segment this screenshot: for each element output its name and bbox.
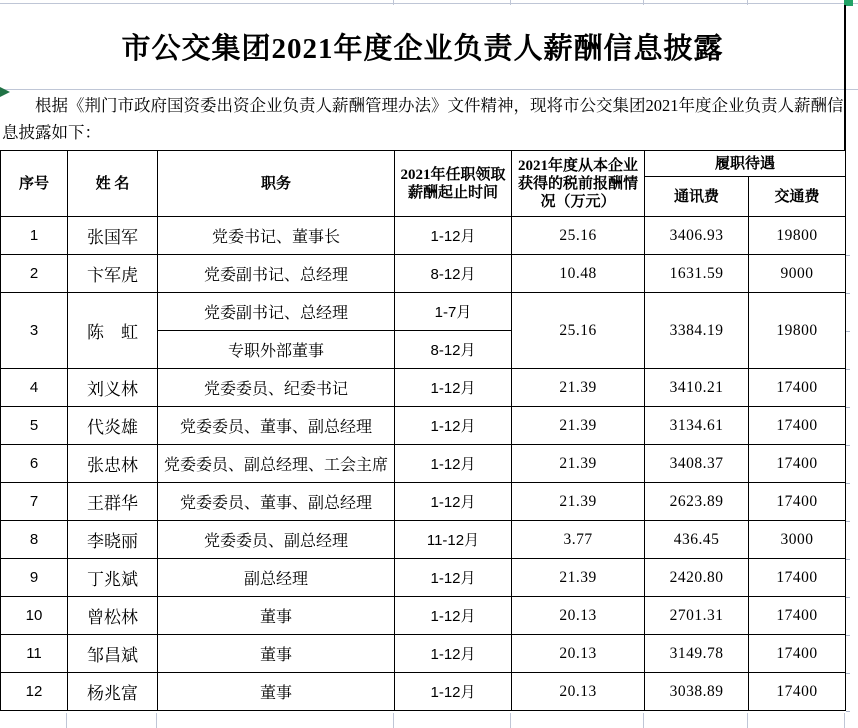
table-row (1, 407, 846, 445)
cell-position[interactable]: 副总经理 (158, 559, 395, 597)
cell-pay[interactable]: 25.16 (512, 293, 645, 369)
table-row (1, 255, 846, 293)
table-row (1, 369, 846, 407)
cell-position[interactable]: 党委委员、纪委书记 (158, 369, 395, 407)
cell-period[interactable]: 1-12月 (395, 369, 512, 407)
col-header-index[interactable]: 序号 (1, 151, 68, 217)
cell-comm-fee[interactable]: 3406.93 (645, 217, 749, 255)
col-header-period[interactable]: 2021年任职领取薪酬起止时间 (395, 151, 512, 217)
cell-pay[interactable]: 21.39 (512, 483, 645, 521)
cell-index[interactable]: 2 (1, 255, 68, 293)
cell-comm-fee[interactable]: 1631.59 (645, 255, 749, 293)
cell-position[interactable]: 专职外部董事 (158, 331, 395, 369)
col-header-transport-fee[interactable]: 交通费 (749, 177, 846, 217)
cell-comm-fee[interactable]: 436.45 (645, 521, 749, 559)
cell-pay[interactable]: 20.13 (512, 673, 645, 711)
cell-pay[interactable]: 21.39 (512, 559, 645, 597)
col-header-name[interactable]: 姓 名 (68, 151, 158, 217)
cell-comm-fee[interactable]: 2701.31 (645, 597, 749, 635)
cell-index[interactable]: 5 (1, 407, 68, 445)
salary-table (0, 150, 846, 711)
cell-period[interactable]: 1-12月 (395, 673, 512, 711)
cell-index[interactable]: 1 (1, 217, 68, 255)
cell-name[interactable]: 王群华 (68, 483, 158, 521)
table-row (1, 293, 846, 331)
cell-index[interactable]: 10 (1, 597, 68, 635)
cell-position[interactable]: 党委委员、董事、副总经理 (158, 483, 395, 521)
col-header-pay[interactable]: 2021年度从本企业获得的税前报酬情况（万元） (512, 151, 645, 217)
cell-comm-fee[interactable]: 3149.78 (645, 635, 749, 673)
cell-transport-fee[interactable]: 17400 (749, 597, 846, 635)
cell-index[interactable]: 11 (1, 635, 68, 673)
cell-index[interactable]: 6 (1, 445, 68, 483)
cell-pay[interactable]: 25.16 (512, 217, 645, 255)
gridline-stub (510, 713, 511, 728)
cell-name[interactable]: 李晓丽 (68, 521, 158, 559)
cell-comm-fee[interactable]: 2623.89 (645, 483, 749, 521)
gridline-stub (156, 713, 157, 728)
cell-comm-fee[interactable]: 2420.80 (645, 559, 749, 597)
table-row (1, 559, 846, 597)
cell-index[interactable]: 3 (1, 293, 68, 369)
header-row (1, 151, 846, 177)
cell-name[interactable]: 卞军虎 (68, 255, 158, 293)
cell-name[interactable]: 张忠林 (68, 445, 158, 483)
cell-pay[interactable]: 3.77 (512, 521, 645, 559)
col-header-position[interactable]: 职务 (158, 151, 395, 217)
cell-period[interactable]: 1-7月 (395, 293, 512, 331)
cell-comm-fee[interactable]: 3408.37 (645, 445, 749, 483)
cell-transport-fee[interactable]: 9000 (749, 255, 846, 293)
cell-position[interactable]: 党委书记、董事长 (158, 217, 395, 255)
cell-period[interactable]: 1-12月 (395, 483, 512, 521)
cell-name[interactable]: 代炎雄 (68, 407, 158, 445)
cell-name[interactable]: 陈 虹 (68, 293, 158, 369)
intro-paragraph[interactable]: 根据《荆门市政府国资委出资企业负责人薪酬管理办法》文件精神，现将市公交集团2021年度企业负责人薪酬信息披露如下： (2, 96, 844, 142)
cell-comm-fee[interactable]: 3410.21 (645, 369, 749, 407)
cell-period[interactable]: 1-12月 (395, 445, 512, 483)
cell-period[interactable]: 1-12月 (395, 635, 512, 673)
cell-index[interactable]: 4 (1, 369, 68, 407)
cell-period[interactable]: 1-12月 (395, 559, 512, 597)
gridline-stub (643, 713, 644, 728)
title-bottom-gridline (0, 89, 858, 90)
cell-index[interactable]: 7 (1, 483, 68, 521)
cell-name[interactable]: 张国军 (68, 217, 158, 255)
cell-transport-fee[interactable]: 19800 (749, 217, 846, 255)
cell-comm-fee[interactable]: 3134.61 (645, 407, 749, 445)
cell-pay[interactable]: 21.39 (512, 369, 645, 407)
cell-name[interactable]: 丁兆斌 (68, 559, 158, 597)
table-row (1, 445, 846, 483)
cell-transport-fee[interactable]: 17400 (749, 369, 846, 407)
gridline-stub (393, 713, 394, 728)
cell-name[interactable]: 邹昌斌 (68, 635, 158, 673)
cell-position[interactable]: 董事 (158, 673, 395, 711)
cell-index[interactable]: 12 (1, 673, 68, 711)
cell-name[interactable]: 刘义林 (68, 369, 158, 407)
col-header-comm-fee[interactable]: 通讯费 (645, 177, 749, 217)
cell-period[interactable]: 8-12月 (395, 331, 512, 369)
table-row (1, 521, 846, 559)
cell-period[interactable]: 11-12月 (395, 521, 512, 559)
cell-index[interactable]: 9 (1, 559, 68, 597)
cell-transport-fee[interactable]: 17400 (749, 635, 846, 673)
cell-position[interactable]: 党委委员、副总经理、工会主席 (158, 445, 395, 483)
table-row (1, 635, 846, 673)
cell-transport-fee[interactable]: 19800 (749, 293, 846, 369)
cell-position[interactable]: 党委委员、副总经理 (158, 521, 395, 559)
cell-period[interactable]: 1-12月 (395, 597, 512, 635)
cell-transport-fee[interactable]: 17400 (749, 559, 846, 597)
cell-pay[interactable]: 21.39 (512, 445, 645, 483)
cell-index[interactable]: 8 (1, 521, 68, 559)
cell-pay[interactable]: 20.13 (512, 635, 645, 673)
cell-transport-fee[interactable]: 17400 (749, 445, 846, 483)
cell-name[interactable]: 曾松林 (68, 597, 158, 635)
cell-pay[interactable]: 21.39 (512, 407, 645, 445)
cell-transport-fee[interactable]: 17400 (749, 407, 846, 445)
page-title[interactable]: 市公交集团2021年度企业负责人薪酬信息披露 (121, 32, 724, 65)
gridline-stub (66, 713, 67, 728)
gridline-stub (747, 713, 748, 728)
cell-position[interactable]: 党委副书记、总经理 (158, 293, 395, 331)
cell-comm-fee[interactable]: 3038.89 (645, 673, 749, 711)
cell-position[interactable]: 党委副书记、总经理 (158, 255, 395, 293)
cell-comm-fee[interactable]: 3384.19 (645, 293, 749, 369)
col-header-benefits-group[interactable]: 履职待遇 (645, 151, 846, 177)
cell-period[interactable]: 1-12月 (395, 217, 512, 255)
cell-transport-fee[interactable]: 17400 (749, 673, 846, 711)
cell-position[interactable]: 董事 (158, 597, 395, 635)
cell-name[interactable]: 杨兆富 (68, 673, 158, 711)
table-row (1, 673, 846, 711)
cell-pay[interactable]: 10.48 (512, 255, 645, 293)
cell-period[interactable]: 8-12月 (395, 255, 512, 293)
cell-pay[interactable]: 20.13 (512, 597, 645, 635)
table-row (1, 597, 846, 635)
cell-period[interactable]: 1-12月 (395, 407, 512, 445)
table-row (1, 483, 846, 521)
cell-transport-fee[interactable]: 3000 (749, 521, 846, 559)
cell-position[interactable]: 董事 (158, 635, 395, 673)
cell-position[interactable]: 党委委员、董事、副总经理 (158, 407, 395, 445)
right-gridline-stubs (846, 218, 850, 713)
cell-transport-fee[interactable]: 17400 (749, 483, 846, 521)
table-row (1, 217, 846, 255)
gridline-stub (844, 713, 845, 728)
